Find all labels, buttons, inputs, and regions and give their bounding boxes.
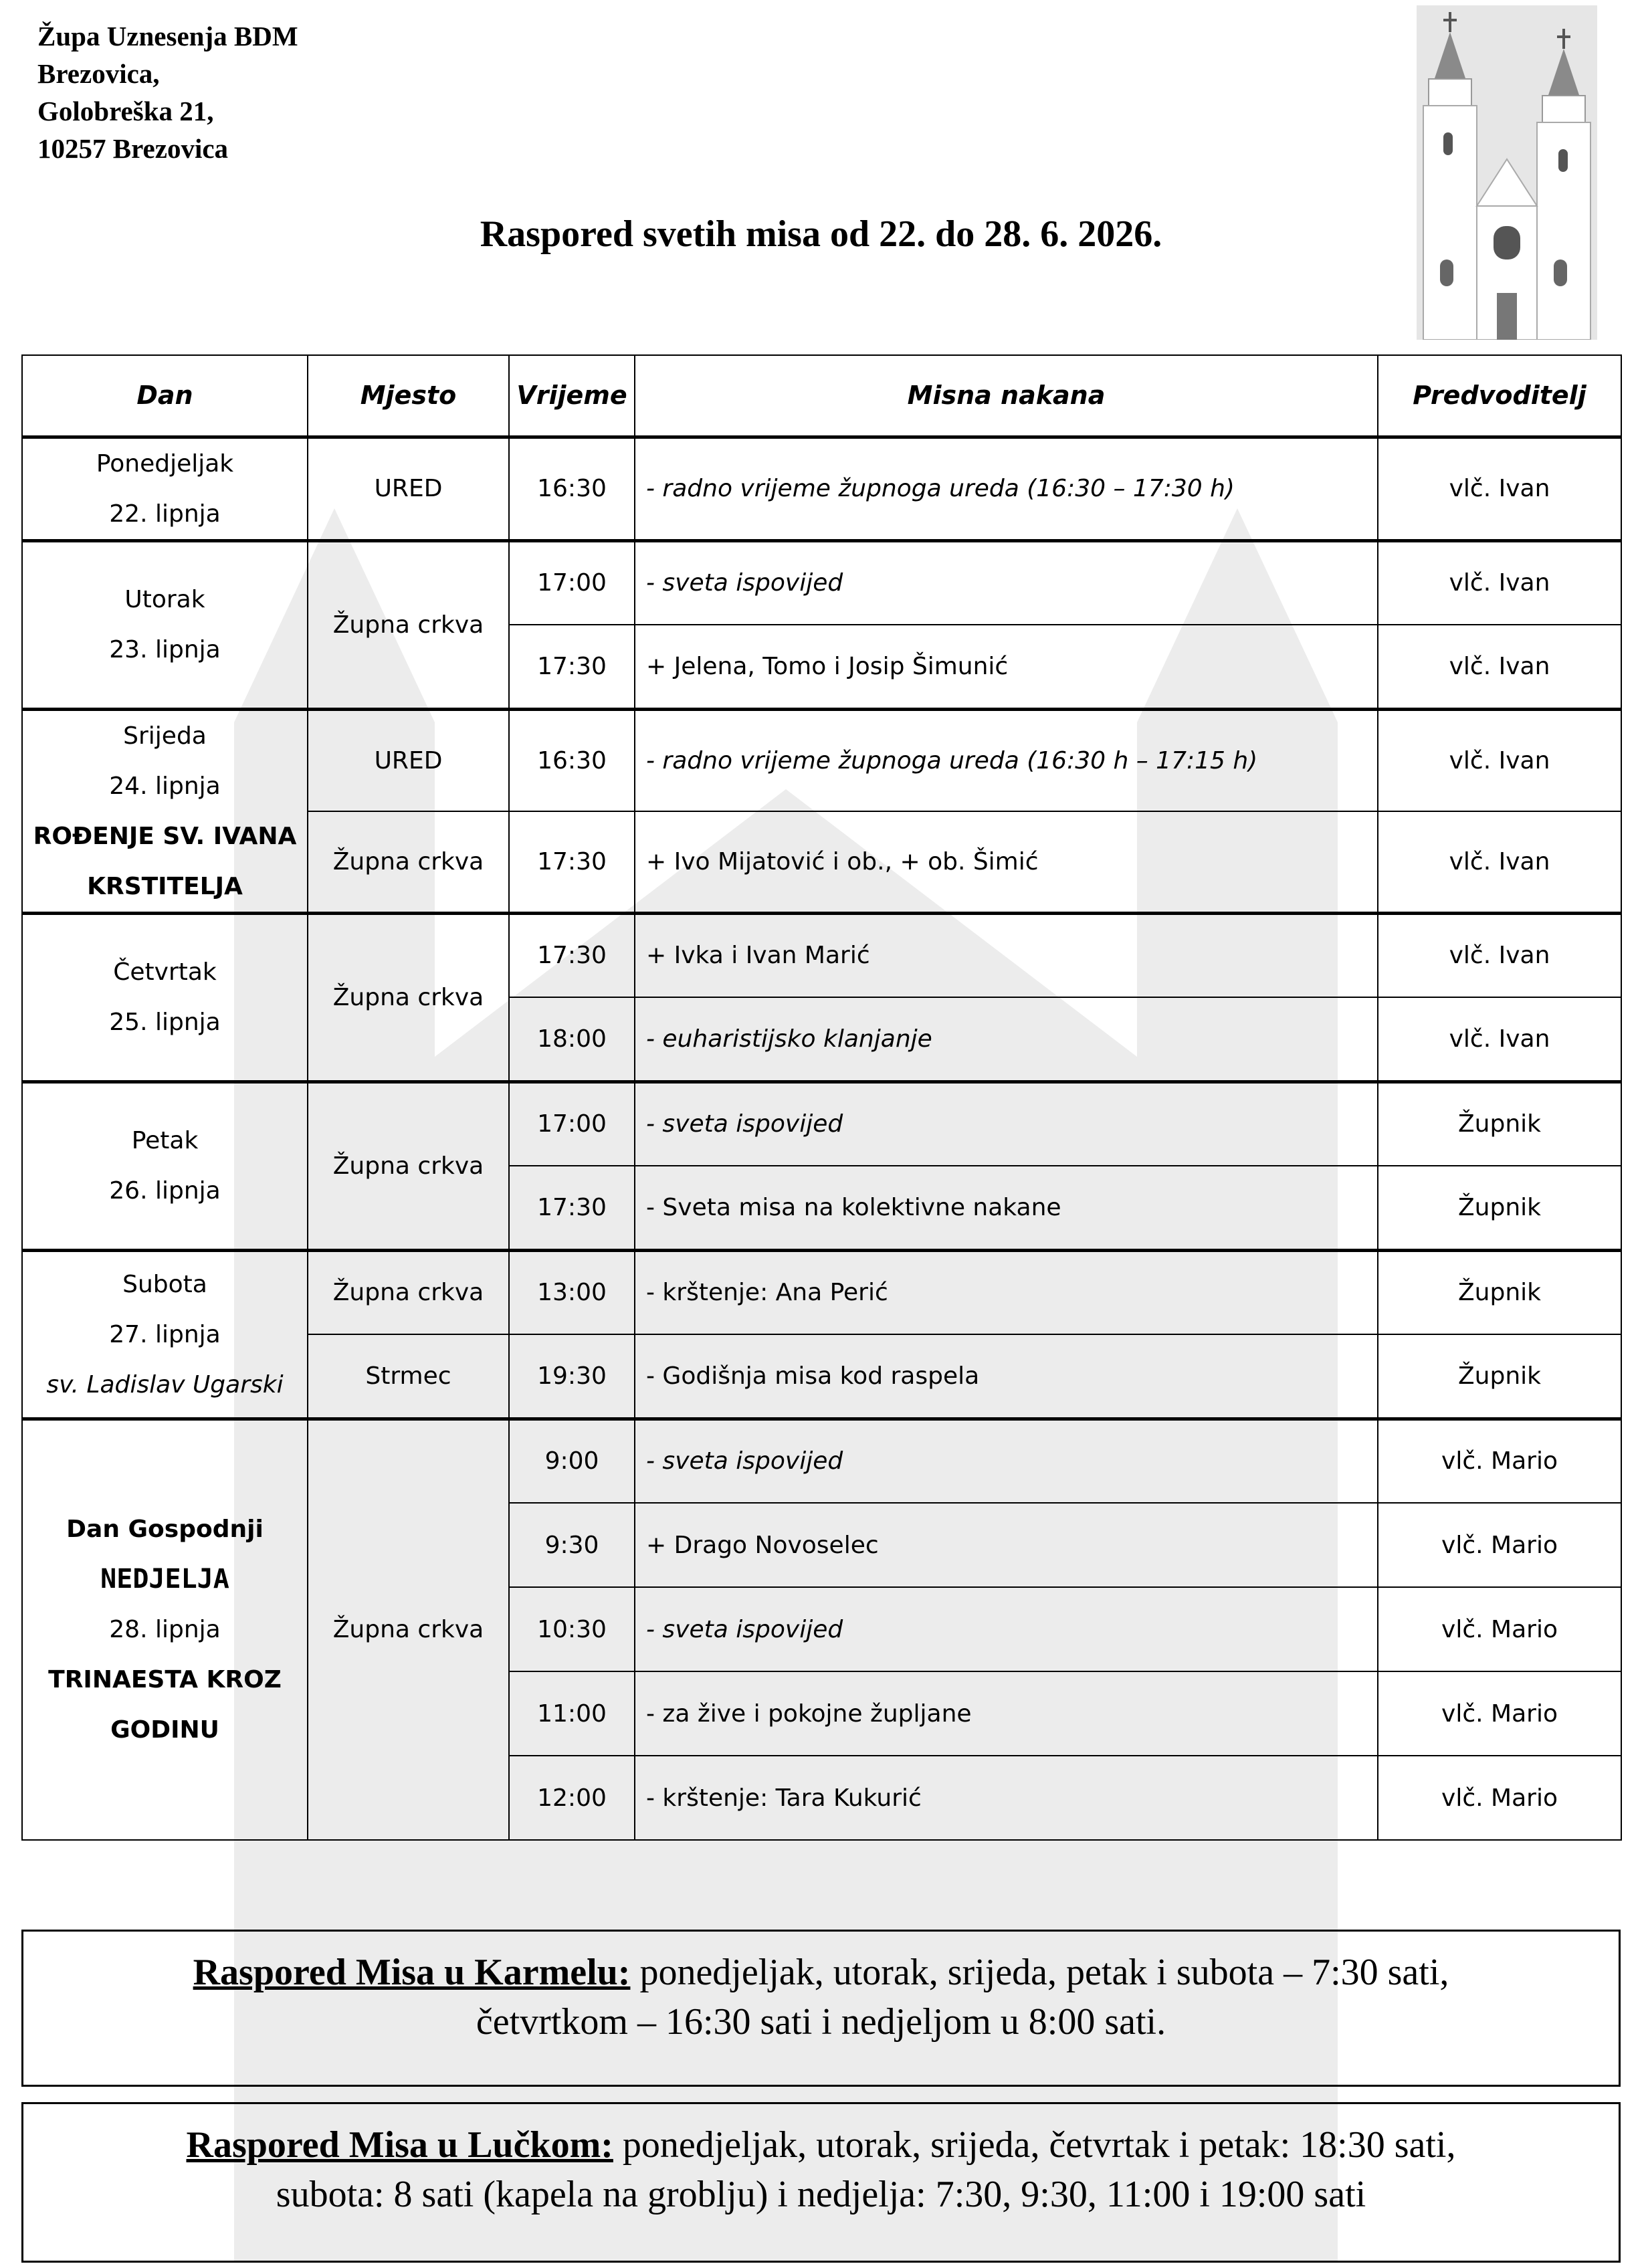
leader-cell: vlč. Mario — [1378, 1671, 1621, 1756]
day-cell — [22, 1419, 308, 1840]
day-date: 26. lipnja — [109, 1177, 221, 1205]
page-title: Raspored svetih misa od 22. do 28. 6. 2026. — [480, 213, 1162, 255]
day-name: Četvrtak — [113, 958, 217, 986]
table-row — [22, 913, 1621, 997]
day-cell — [22, 709, 308, 913]
day-name: Petak — [131, 1127, 199, 1154]
table-row — [22, 709, 1621, 811]
leader-cell: vlč. Ivan — [1378, 540, 1621, 625]
day-date: 23. lipnja — [109, 636, 221, 663]
time-cell: 17:00 — [509, 1081, 635, 1166]
day-cell — [22, 1081, 308, 1250]
place-cell: Župna crkva — [308, 1250, 509, 1334]
church-photo — [1417, 5, 1597, 340]
time-cell: 9:30 — [509, 1503, 635, 1587]
feast-line: GODINU — [110, 1716, 219, 1744]
karmel-schedule-box — [21, 1930, 1621, 2087]
karmel-line-1 — [23, 1948, 1619, 1997]
header-misna-nakana: Misna nakana — [635, 355, 1378, 437]
place-cell: Župna crkva — [308, 811, 509, 914]
time-cell: 17:30 — [509, 811, 635, 914]
place-cell: Župna crkva — [308, 1419, 509, 1840]
place-cell: URED — [308, 437, 509, 540]
parish-address — [37, 17, 298, 167]
leader-cell: Župnik — [1378, 1334, 1621, 1419]
table-row — [22, 437, 1621, 540]
karmel-heading: Raspored Misa u Karmelu: — [193, 1952, 631, 1993]
mass-schedule-table — [21, 354, 1622, 1841]
intention-cell: - sveta ispovijed — [635, 1419, 1378, 1503]
feast-line: TRINAESTA KROZ — [48, 1666, 282, 1694]
lucko-text-1: ponedjeljak, utorak, srijeda, četvrtak i petak: 18:30 sati, — [613, 2124, 1456, 2166]
intention-cell: + Drago Novoselec — [635, 1503, 1378, 1587]
address-line: 10257 Brezovica — [37, 133, 229, 164]
feast-line: ROĐENJE SV. IVANA — [33, 822, 297, 850]
leader-cell: vlč. Mario — [1378, 1756, 1621, 1840]
time-cell: 10:30 — [509, 1587, 635, 1671]
leader-cell: vlč. Ivan — [1378, 997, 1621, 1081]
day-cell — [22, 540, 308, 709]
time-cell: 17:30 — [509, 913, 635, 997]
place-cell: Župna crkva — [308, 913, 509, 1081]
address-line: Brezovica, — [37, 58, 160, 89]
lucko-line-1 — [23, 2120, 1619, 2170]
day-date: 24. lipnja — [109, 772, 221, 800]
leader-cell: vlč. Mario — [1378, 1503, 1621, 1587]
day-date: 25. lipnja — [109, 1009, 221, 1036]
leader-cell: vlč. Ivan — [1378, 913, 1621, 997]
intention-cell: - radno vrijeme župnoga ureda (16:30 h – 17:15 h) — [635, 709, 1378, 811]
header-predvoditelj: Predvoditelj — [1378, 355, 1621, 437]
table-row — [22, 1081, 1621, 1166]
day-cell — [22, 1250, 308, 1419]
intention-cell: - krštenje: Tara Kukurić — [635, 1756, 1378, 1840]
intention-cell: - euharistijsko klanjanje — [635, 997, 1378, 1081]
day-name: Subota — [122, 1270, 207, 1298]
leader-cell: Župnik — [1378, 1081, 1621, 1166]
karmel-text-2: četvrtkom – 16:30 sati i nedjeljom u 8:00 sati. — [476, 2001, 1166, 2043]
leader-cell: Župnik — [1378, 1166, 1621, 1250]
header-vrijeme: Vrijeme — [509, 355, 635, 437]
day-name: NEDJELJA — [100, 1564, 229, 1595]
day-date: 22. lipnja — [109, 500, 221, 528]
leader-cell: vlč. Mario — [1378, 1587, 1621, 1671]
intention-cell: - krštenje: Ana Perić — [635, 1250, 1378, 1334]
lucko-heading: Raspored Misa u Lučkom: — [186, 2124, 613, 2166]
day-label: Dan Gospodnji — [66, 1516, 264, 1544]
time-cell: 19:30 — [509, 1334, 635, 1419]
intention-cell: - Godišnja misa kod raspela — [635, 1334, 1378, 1419]
day-name: Srijeda — [123, 722, 207, 750]
intention-cell: - Sveta misa na kolektivne nakane — [635, 1166, 1378, 1250]
time-cell: 17:00 — [509, 540, 635, 625]
header-dan: Dan — [22, 355, 308, 437]
day-name: Ponedjeljak — [96, 449, 234, 478]
table-row — [22, 1250, 1621, 1334]
time-cell: 17:30 — [509, 1166, 635, 1250]
intention-cell: - sveta ispovijed — [635, 540, 1378, 625]
intention-cell: - za žive i pokojne župljane — [635, 1671, 1378, 1756]
time-cell: 12:00 — [509, 1756, 635, 1840]
address-line: Golobreška 21, — [37, 96, 214, 126]
leader-cell: Župnik — [1378, 1250, 1621, 1334]
day-cell — [22, 913, 308, 1081]
day-date: 27. lipnja — [109, 1320, 221, 1348]
lucko-schedule-box — [21, 2102, 1621, 2263]
day-cell — [22, 437, 308, 540]
leader-cell: vlč. Ivan — [1378, 811, 1621, 914]
time-cell: 16:30 — [509, 709, 635, 811]
schedule-body — [22, 437, 1621, 1840]
time-cell: 11:00 — [509, 1671, 635, 1756]
table-row — [22, 540, 1621, 625]
leader-cell: vlč. Ivan — [1378, 437, 1621, 540]
saint-line: sv. Ladislav Ugarski — [46, 1370, 284, 1399]
intention-cell: + Jelena, Tomo i Josip Šimunić — [635, 625, 1378, 709]
header-mjesto: Mjesto — [308, 355, 509, 437]
table-header-row — [22, 355, 1621, 437]
time-cell: 16:30 — [509, 437, 635, 540]
time-cell: 18:00 — [509, 997, 635, 1081]
intention-cell: - sveta ispovijed — [635, 1081, 1378, 1166]
place-cell: Župna crkva — [308, 1081, 509, 1250]
intention-cell: + Ivo Mijatović i ob., + ob. Šimić — [635, 811, 1378, 914]
leader-cell: vlč. Ivan — [1378, 709, 1621, 811]
karmel-text-1: ponedjeljak, utorak, srijeda, petak i subota – 7:30 sati, — [630, 1952, 1449, 1993]
day-name: Utorak — [124, 586, 205, 613]
feast-line: KRSTITELJA — [87, 872, 243, 900]
time-cell: 13:00 — [509, 1250, 635, 1334]
time-cell: 17:30 — [509, 625, 635, 709]
intention-cell: + Ivka i Ivan Marić — [635, 913, 1378, 997]
intention-cell: - radno vrijeme župnoga ureda (16:30 – 17:30 h) — [635, 437, 1378, 540]
place-cell: Župna crkva — [308, 540, 509, 709]
leader-cell: vlč. Ivan — [1378, 625, 1621, 709]
time-cell: 9:00 — [509, 1419, 635, 1503]
table-row — [22, 1419, 1621, 1503]
place-cell: URED — [308, 709, 509, 811]
address-line: Župa Uznesenja BDM — [37, 21, 298, 51]
day-date: 28. lipnja — [109, 1616, 221, 1644]
lucko-text-2: subota: 8 sati (kapela na groblju) i nedjelja: 7:30, 9:30, 11:00 i 19:00 sati — [276, 2174, 1366, 2215]
place-cell: Strmec — [308, 1334, 509, 1419]
leader-cell: vlč. Mario — [1378, 1419, 1621, 1503]
intention-cell: - sveta ispovijed — [635, 1587, 1378, 1671]
